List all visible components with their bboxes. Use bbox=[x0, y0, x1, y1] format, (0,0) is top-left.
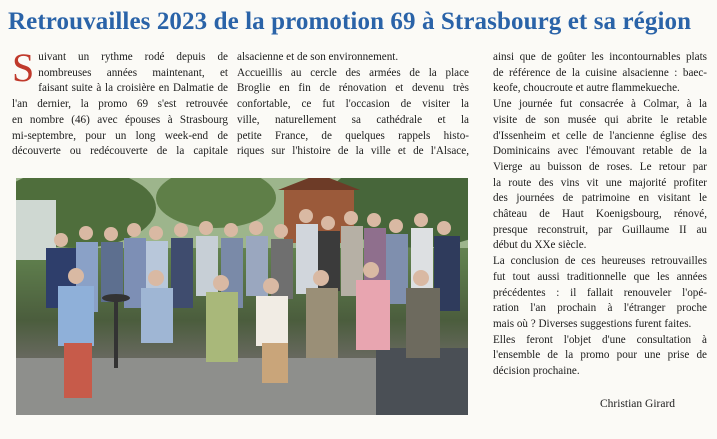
text-line: décision prochaine. bbox=[493, 365, 580, 378]
text-line: mais où ? Diverses suggestions furent faites. bbox=[493, 317, 692, 330]
text-line: presque reconstruit, par Guillaume II au bbox=[493, 223, 707, 236]
text-line: nombreuses années maintenant, et bbox=[38, 66, 228, 79]
text-line: fut tout aussi traditionnelle que les années bbox=[493, 270, 707, 283]
text-line: ration l'an prochain à l'étranger proche bbox=[493, 302, 707, 315]
text-line: Broglie en fin de rénovation et devenu très bbox=[237, 82, 469, 95]
text-line: petite France, de quelques rappels histo- bbox=[237, 129, 469, 142]
group-photo-illustration bbox=[16, 178, 468, 415]
text-line: précédentes : il fallait renouveler l'opé- bbox=[493, 286, 707, 299]
text-line: mi-septembre, pour un long week-end de bbox=[12, 129, 228, 142]
text-line: visite de son musée qui abrite le retable bbox=[493, 113, 707, 126]
text-line: riques sur l'histoire de la ville et de l'Alsace, bbox=[237, 145, 469, 158]
group-photo bbox=[16, 178, 468, 415]
text-line: l'ensemble de la promo pour une prise de bbox=[493, 349, 707, 362]
text-line: uivant un rythme rodé depuis de bbox=[38, 51, 228, 63]
text-line: la route des vins vit une majorité profiter bbox=[493, 176, 707, 189]
headline: Retrouvailles 2023 de la promotion 69 à Strasbourg et sa région bbox=[8, 8, 692, 35]
text-line: faisant suite à la croisière en Dalmatie de bbox=[38, 82, 228, 95]
text-line: ainsi que de goûter les incontournables plats bbox=[493, 51, 707, 63]
text-line: château de Haut Koenigsbourg, rénové, bbox=[493, 208, 707, 221]
text-line: confortable, ce fut l'occasion de visiter la bbox=[237, 98, 469, 111]
text-line: Dominicains avec l'émouvant retable de la bbox=[493, 145, 707, 158]
text-line: Une journée fut consacrée à Colmar, à la bbox=[493, 98, 707, 111]
text-line: découverte ou redécouverte de la capitale bbox=[12, 145, 228, 158]
author-signature: Christian Girard bbox=[600, 398, 676, 410]
text-line: Elles feront l'objet d'une consultation à bbox=[493, 333, 707, 346]
drop-cap: S bbox=[12, 45, 35, 90]
text-line: ville, naturellement sa cathédrale et la bbox=[237, 113, 469, 126]
text-line: Accueillis au cercle des armées de la place bbox=[237, 66, 469, 79]
text-line: d'Issenheim et celle de l'ancienne église des bbox=[493, 129, 707, 142]
text-line: alsacienne et de son environnement. bbox=[237, 51, 399, 63]
text-line: keofe, choucroute et autre flammekueche. bbox=[493, 82, 680, 95]
text-line: Vierge au buisson de roses. Le retour par bbox=[493, 160, 707, 173]
column-1 bbox=[12, 45, 228, 160]
column-3 bbox=[493, 50, 707, 380]
text-line: de référence de la cuisine alsacienne : baec- bbox=[493, 66, 707, 79]
text-line: La conclusion de ces heureuses retrouvailles bbox=[493, 255, 707, 268]
text-line: des journées de patrimoine en visitant le bbox=[493, 192, 707, 205]
text-line: début du XXe siècle. bbox=[493, 239, 587, 252]
text-line: en nombre (46) avec épouses à Strasbourg bbox=[12, 113, 228, 126]
column-2 bbox=[237, 50, 469, 160]
text-line: l'an dernier, la promo 69 s'est retrouvée bbox=[12, 98, 228, 111]
